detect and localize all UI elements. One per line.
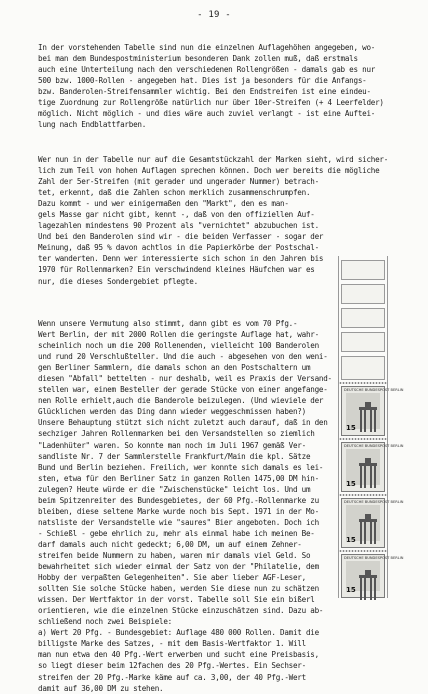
- perforation: [339, 494, 387, 496]
- paragraph-3: [38, 318, 332, 694]
- perforation: [339, 382, 387, 384]
- text-line: tige Zuordnung zur Rollengröße natürlich nur über 10er-Streifen (+ 4 Leerfelder): [38, 98, 384, 108]
- text-line: lagezahlen mindestens 90 Prozent als "vernichtet" abzubuchen ist.: [38, 221, 319, 231]
- text-line: und rund 20 Verschlußteller. Und die auch - abgesehen von den weni-: [38, 352, 328, 362]
- text-line: a) Wert 20 Pfg. - Bundesgebiet: Auflage 480 000 Rollen. Damit die: [38, 628, 319, 638]
- brandenburg-gate-icon: [358, 513, 378, 547]
- text-line: stellen war, einem Besteller der gerade Stücke von einer angefange-: [38, 385, 328, 395]
- text-line: nur, die dieses Sondergebiet pflegte.: [38, 276, 198, 286]
- blank-field: [341, 356, 385, 380]
- text-line: billigste Marke des Satzes, - mit dem Basis-Wertfaktor 1. Will: [38, 639, 306, 649]
- stamp-value: 15: [346, 536, 356, 544]
- text-line: "Ladenhüter" waren. So konnte man noch im Juli 1967 gemäß Ver-: [38, 440, 306, 450]
- brandenburg-gate-icon: [358, 457, 378, 491]
- stamp: [341, 554, 404, 598]
- brandenburg-gate-icon: [358, 569, 378, 603]
- text-line: schließend noch zwei Beispiele:: [38, 617, 172, 627]
- stamp: [341, 386, 404, 436]
- text-line: auch eine Unterteilung nach den verschiedenen Rollengrößen - damals gab es nur: [38, 65, 376, 75]
- text-line: Bund und Berlin beziehen. Freilich, wer konnte sich damals es lei-: [38, 462, 324, 472]
- text-line: gels Masse gar nicht gibt, kennt -, daß von den offiziellen Auf-: [38, 210, 315, 220]
- text-line: sollten Sie solche Stücke haben, werden Sie diese nun zu schätzen: [38, 584, 319, 594]
- text-line: streifen der 20 Pfg.-Marke käme auf ca. 3,00, der 40 Pfg.-Wert: [38, 672, 306, 682]
- text-line: Dazu kommt - und wer einigermaßen den "Markt", den es man-: [38, 199, 289, 209]
- text-line: lung nach Endblattfarben.: [38, 120, 147, 130]
- stamp-value: 15: [346, 586, 356, 594]
- blank-field: [341, 284, 385, 304]
- text-line: natsliste der Versandstelle wie "saures" Bier angeboten. Doch ich: [38, 517, 319, 527]
- page-number: - 19 -: [197, 10, 231, 20]
- text-line: wissen. Der Wertfaktor in der vorst. Tabelle soll Sie ein bißerl: [38, 595, 315, 605]
- stamp: [341, 498, 404, 548]
- text-line: Unsere Behauptung stützt sich nicht zuletzt auch darauf, daß in den: [38, 418, 328, 428]
- text-line: 1970 für Rollenmarken? Ein verschwindend kleines Häufchen war es: [38, 265, 315, 275]
- text-line: sten, etwa für den Berliner Satz in ganzen Rollen 1475,00 DM hin-: [38, 473, 319, 483]
- text-line: bleiben, diese seltene Marke wurde noch bis Sept. 1971 in der Mo-: [38, 506, 319, 516]
- blank-field: [341, 332, 385, 352]
- text-line: diesen "Abfall" bettelten - nur deshalb, weil es Praxis der Versand-: [38, 374, 332, 384]
- text-line: gen Berliner Sammlern, die damals schon an den Postschaltern um: [38, 363, 311, 373]
- text-line: darf damals auch nicht gedeckt; 6,00 DM, um auf einem Zehner-: [38, 539, 302, 549]
- text-line: zulegen? Heute würde er die "Zwischenstücke" leicht los. Und um: [38, 484, 311, 494]
- blank-field: [341, 308, 385, 328]
- stamp-value: 15: [346, 424, 356, 432]
- stamp-caption: DEUTSCHE BUNDESPOST BERLIN: [344, 556, 404, 560]
- stamp: [341, 442, 404, 492]
- text-line: Zahl der 5er-Streifen (mit gerader und ungerader Nummer) betrach-: [38, 177, 319, 187]
- stamp-caption: DEUTSCHE BUNDESPOST BERLIN: [344, 388, 404, 392]
- text-line: man nun etwa den 40 Pfg.-Wert erwerben und sucht eine Preisbasis,: [38, 650, 319, 660]
- text-line: Wert Berlin, der mit 2000 Rollen die geringste Auflage hat, wahr-: [38, 330, 319, 340]
- text-line: bei man dem Bundespostministerium besonderen Dank zollen muß, daß erstmals: [38, 54, 358, 64]
- text-line: sechziger Jahren Rollenmarken bei den Versandstellen so ziemlich: [38, 429, 315, 439]
- text-line: so liegt dieser beim 12fachen des 20 Pfg.-Wertes. Ein Sechser-: [38, 661, 306, 671]
- brandenburg-gate-icon: [358, 401, 378, 435]
- text-line: bewahrheitet sich wieder einmal der Satz von der "Philatelie, dem: [38, 562, 319, 572]
- text-line: Glücklichen werden das Ding dann wieder weggeschmissen haben?): [38, 407, 306, 417]
- text-line: Wenn unsere Vermutung also stimmt, dann gibt es vom 70 Pfg.-: [38, 319, 298, 328]
- text-line: Wer nun in der Tabelle nur auf die Gesamtstückzahl der Marken sieht, wird sicher-: [38, 155, 389, 164]
- text-line: Meinung, daß 95 % davon achtlos in die Papierkörbe der Postschal-: [38, 243, 319, 253]
- perforation: [339, 550, 387, 552]
- coil-stamp-strip-image: [338, 256, 404, 598]
- text-line: nen Rolle erhielt,auch die Banderole beizulegen. (Und wieviele der: [38, 396, 324, 406]
- stamp-caption: DEUTSCHE BUNDESPOST BERLIN: [344, 500, 404, 504]
- text-line: damit auf 36,00 DM zu stehen.: [38, 683, 164, 693]
- text-line: 500 bzw. 1000-Rollen - angegeben hat. Dies ist ja besonders für die Anfangs-: [38, 76, 367, 86]
- text-line: streifen beide Nummern zu haben, waren mir damals viel Geld. So: [38, 550, 311, 560]
- text-line: tet, erkennt, daß die Zahlen schon merklich zusammenschrumpfen.: [38, 188, 311, 198]
- text-line: Und bei den Banderolen sind wir - die beiden Verfasser - sogar der: [38, 232, 324, 242]
- paragraph-1: [38, 42, 384, 130]
- perforation: [339, 438, 387, 440]
- stamp-value: 15: [346, 480, 356, 488]
- stamp-caption: DEUTSCHE BUNDESPOST BERLIN: [344, 444, 404, 448]
- text-line: scheinlich noch um die 200 Rollenenden, vielleicht 100 Banderolen: [38, 341, 319, 351]
- blank-field: [341, 260, 385, 280]
- text-line: orientieren, wie die einzelnen Stücke einzuschätzen sind. Dazu ab-: [38, 606, 324, 616]
- paragraph-2: [38, 154, 388, 287]
- text-line: beim Spitzenreiter des Bundesgebietes, der 60 Pfg.-Rollenmarke zu: [38, 495, 319, 505]
- text-line: Hobby der verpaßten Gelegenheiten". Sie aber lieber AGF-Leser,: [38, 573, 306, 583]
- text-line: lich zum Teil von hohen Auflagen sprechen können. Doch wer bereits die mögliche: [38, 166, 380, 176]
- text-line: bzw. Banderolen-Streifensammler wichtig. Bei den Endstreifen ist eine eindeu-: [38, 87, 371, 97]
- text-line: ter wanderten. Denn wer interessierte sich schon in den Jahren bis: [38, 254, 324, 264]
- text-line: - Schießl - gebe ehrlich zu, mehr als einmal habe ich meinen Be-: [38, 528, 315, 538]
- text-line: sandliste Nr. 7 der Sammlerstelle Frankfurt/Main die kpl. Sätze: [38, 451, 311, 461]
- text-line: möglich. Nicht möglich - und dies wäre auch zuviel verlangt - ist eine Auftei-: [38, 109, 376, 119]
- text-line: In der vorstehenden Tabelle sind nun die einzelnen Auflagehöhen angegeben, wo-: [38, 43, 376, 52]
